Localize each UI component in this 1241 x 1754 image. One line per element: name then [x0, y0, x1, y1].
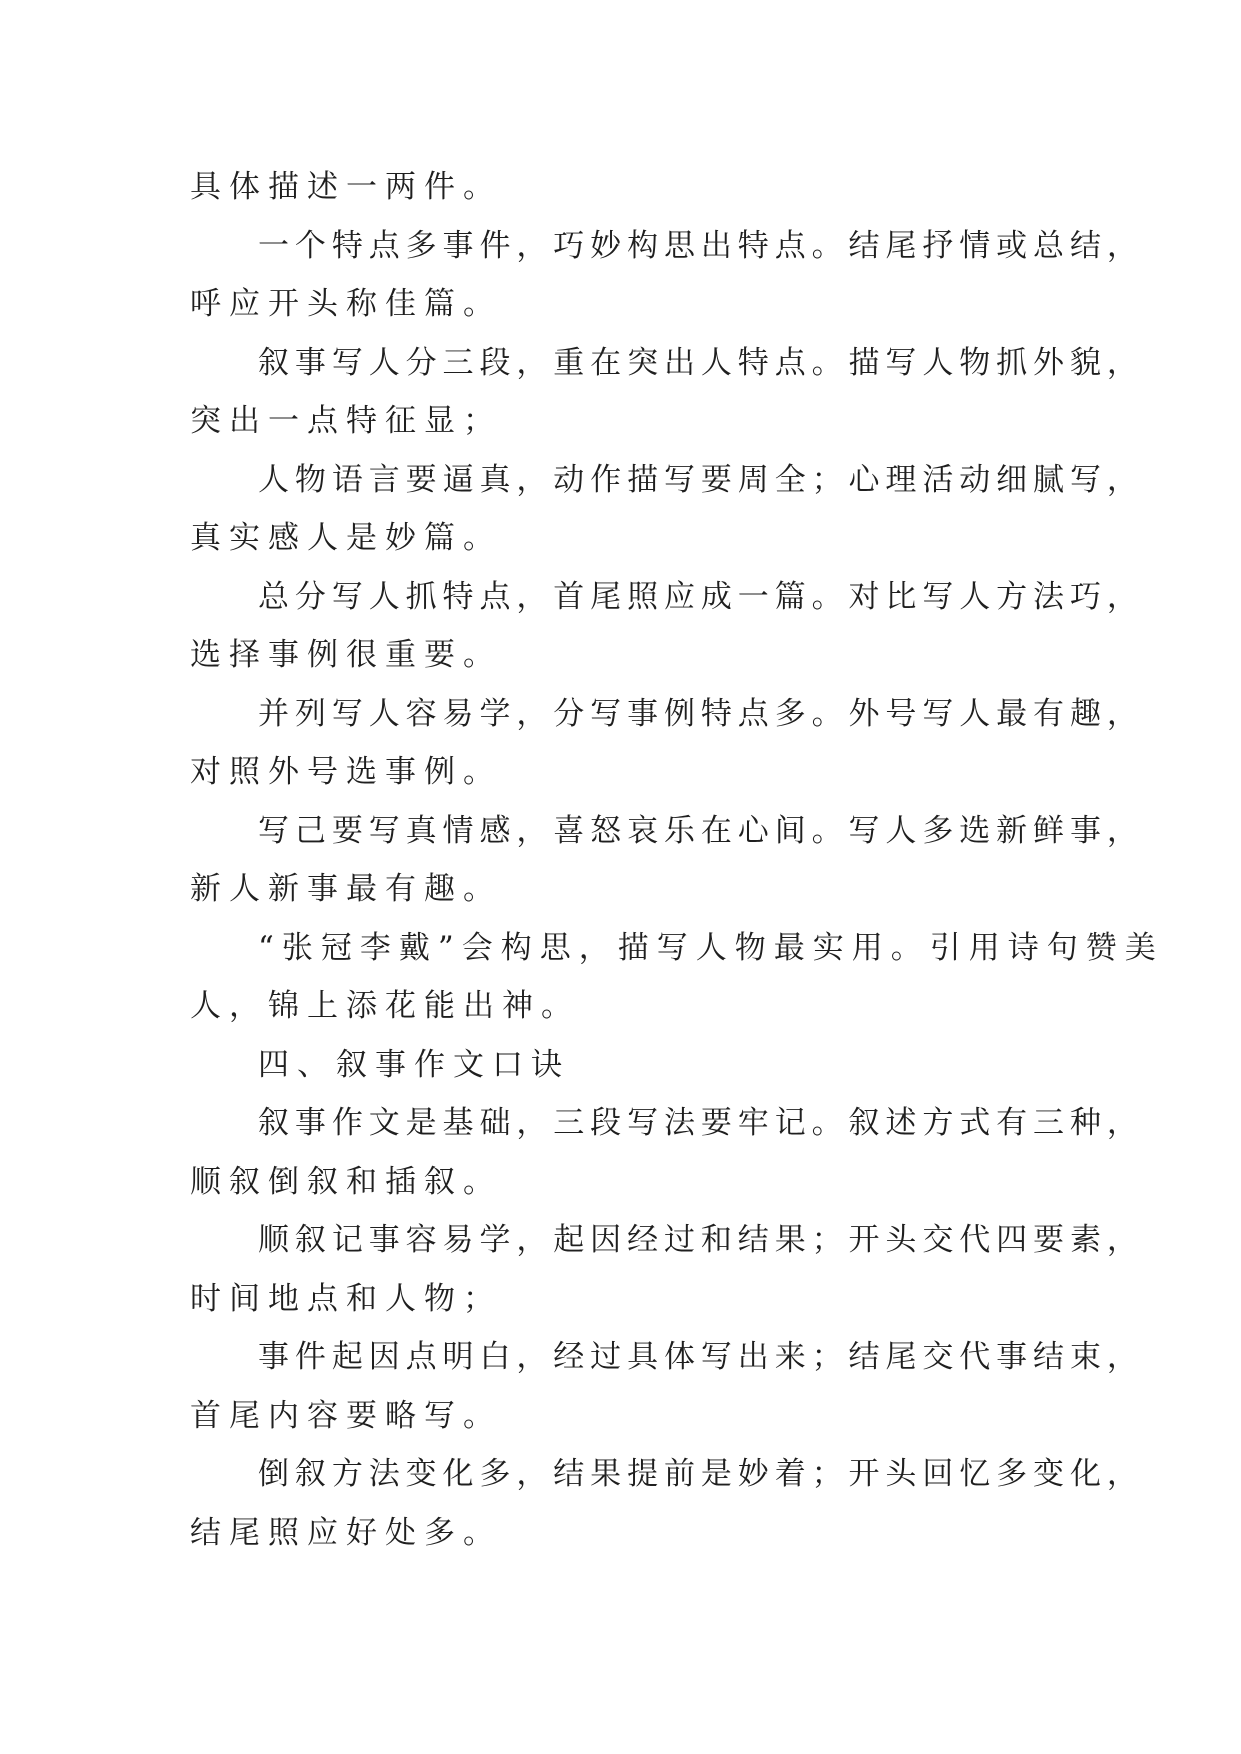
text-line: 叙 事 作 文 是 基 础 ， 三 段 写 法 要 牢 记 。 叙 述 方 式 有 三 种 ，: [258, 1105, 1138, 1141]
text-line: 倒 叙 方 法 变 化 多 ， 结 果 提 前 是 妙 着 ； 开 头 回 忆 多 变 化 ，: [258, 1456, 1138, 1492]
text-line: 真实感人是妙篇。: [190, 520, 502, 556]
text-line: 一 个 特 点 多 事 件 ， 巧 妙 构 思 出 特 点 。 结 尾 抒 情 或 总 结 ，: [258, 227, 1138, 264]
text-line: “张冠李戴”会构思，描写人物最实用。引用诗句赞美: [258, 929, 1164, 966]
text-line: 新人新事最有趣。: [190, 871, 502, 907]
text-line: 人 物 语 言 要 逼 真 ， 动 作 描 写 要 周 全 ； 心 理 活 动 细 腻 写 ，: [258, 461, 1138, 498]
text-line: 顺 叙 记 事 容 易 学 ， 起 因 经 过 和 结 果 ； 开 头 交 代 四 要 素 ，: [258, 1222, 1138, 1258]
text-line: 结尾照应好处多。: [190, 1514, 502, 1551]
text-line: 呼应开头称佳篇。: [190, 286, 502, 322]
text-line: 选择事例很重要。: [190, 637, 502, 673]
text-line: 顺叙倒叙和插叙。: [190, 1163, 502, 1200]
text-line: 具体描述一两件。: [190, 169, 502, 205]
text-line: 总 分 写 人 抓 特 点 ， 首 尾 照 应 成 一 篇 。 对 比 写 人 方 法 巧 ，: [258, 578, 1138, 615]
section-heading: 四、叙事作文口诀: [258, 1046, 570, 1083]
text-line: 并 列 写 人 容 易 学 ， 分 写 事 例 特 点 多 。 外 号 写 人 最 有 趣 ，: [258, 695, 1138, 732]
text-line: 人，锦上添花能出神。: [190, 988, 580, 1024]
text-line: 事 件 起 因 点 明 白 ， 经 过 具 体 写 出 来 ； 结 尾 交 代 事 结 束 ，: [258, 1339, 1138, 1375]
text-line: 突出一点特征显；: [190, 403, 502, 439]
body-text: [190, 158, 1164, 1562]
text-line: 时间地点和人物；: [190, 1280, 502, 1317]
text-line: 叙 事 写 人 分 三 段 ， 重 在 突 出 人 特 点 。 描 写 人 物 抓 外 貌 ，: [258, 344, 1138, 381]
text-line: 首尾内容要略写。: [190, 1397, 502, 1434]
text-line: 对照外号选事例。: [190, 754, 502, 790]
text-line: 写 己 要 写 真 情 感 ， 喜 怒 哀 乐 在 心 间 。 写 人 多 选 新 鲜 事 ，: [258, 812, 1138, 849]
